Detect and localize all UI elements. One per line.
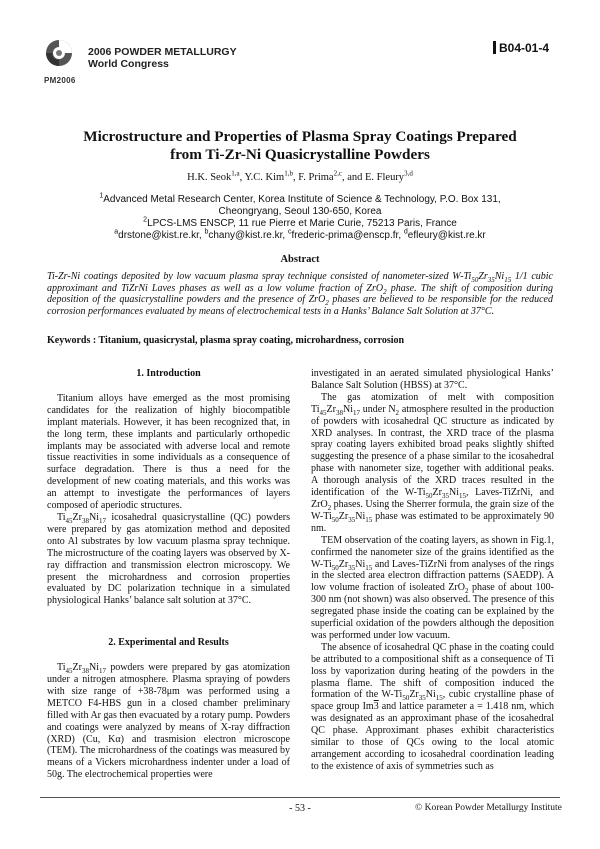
- sub: 15: [365, 563, 373, 572]
- email-d: efleury@kist.re.kr: [407, 230, 486, 241]
- section-heading-experimental: 2. Experimental and Results: [108, 637, 229, 649]
- sub: 35: [441, 492, 449, 501]
- paper-title: [40, 128, 560, 164]
- text-run: icosahedral quasicrystalline (QC) powders were prepared by gas atomization method and deposited onto Al substrates by low vacuum plasma spray technique. The microstructure of the coating layers was observed by X-ray diffraction and transmission electron microscopy. We present the microhardness and corrosion properties evaluated by DC polarization technique in a simulated physiological Hanks’ balance salt solution at 37°C.: [47, 511, 290, 607]
- text-run: phase of about 100-300 nm (not shown) was also observed. The presence of this segregated phase inside the coating can be explained by the superficial oxidation of the powders although the deposition was performed under low vacuum.: [311, 582, 554, 641]
- affil-2-sup: 2: [143, 216, 148, 224]
- sub: 45: [65, 667, 73, 676]
- affil-2-text: LPCS-LMS ENSCP, 11 rue Pierre et Marie Curie, 75213 Paris, France: [147, 218, 457, 229]
- sub: 45: [319, 408, 327, 417]
- email-a-sup: a: [114, 228, 119, 236]
- sub: 2: [464, 587, 469, 596]
- sub: 35: [348, 515, 356, 524]
- email-b: chany@kist.re.kr,: [208, 230, 288, 241]
- author-2-sup: 1,b: [284, 169, 293, 178]
- sub: 50: [425, 492, 433, 501]
- paper-code-label: B04-01-4: [499, 41, 550, 55]
- text-run: Ni: [343, 403, 353, 415]
- affil-1-text: Advanced Metal Research Center, Korea Institute of Science & Technology, P.O. Box 131,: [103, 194, 501, 205]
- author-list: [40, 169, 560, 183]
- author-sep: ,: [239, 172, 245, 183]
- sub: 50: [402, 694, 410, 703]
- sub: 2: [327, 503, 332, 512]
- text-run: Ni: [89, 511, 99, 523]
- sub: 15: [435, 694, 443, 703]
- affil-1-sup: 1: [99, 192, 104, 200]
- keywords: Keywords : Titanium, quasicrystal, plasma spray coating, microhardness, corrosion: [47, 335, 405, 346]
- right-column: [311, 368, 554, 773]
- abstract-body: [47, 271, 553, 317]
- exp-paragraph-1: [47, 662, 290, 781]
- text-run: Zr: [409, 689, 419, 701]
- sub: 2: [395, 408, 400, 417]
- email-d-sup: d: [403, 228, 408, 236]
- abstract-text: Ti-Zr-Ni coatings deposited by low vacuum plasma spray technique consisted of nanometer-sized W-Ti: [47, 271, 472, 282]
- author-2: Y.C. Kim: [244, 172, 285, 183]
- author-and: , and: [341, 172, 365, 183]
- text-run: Ti: [57, 662, 66, 674]
- text-run: phases. Using the Sherrer formula, the grain size of the W-Ti: [311, 498, 554, 522]
- footer-divider: [40, 797, 560, 798]
- text-run: Ni: [89, 662, 99, 674]
- conference-name: [88, 46, 237, 70]
- abstract-text: phases are believed to be responsible for the reduced corrosion performances evaluated by means of electrochemical tests in a Hanks’ Balance Salt Solution at 37°C.: [47, 294, 553, 317]
- author-emails: [40, 230, 560, 242]
- text-run: Zr: [432, 487, 442, 499]
- conference-line-2: World Congress: [88, 58, 169, 70]
- overbar-digit: 3: [373, 701, 379, 713]
- text-run: Ni: [448, 487, 459, 499]
- title-line-1: Microstructure and Properties of Plasma Spray Coatings Prepared: [83, 128, 517, 145]
- page-number: - 53 -: [289, 803, 311, 814]
- text-run: atmosphere resulted in the production of powders with icosahedral QC structure as indicated by XRD analyses. In contrast, the XRD trace of the plasma spray coating layers exhibited broad peaks slightly shifted suggesting the presence of a phase similar to the icosahedral phase with nanometer size, together with additional peaks. A thorough analysis of the XRD traces resulted in the identification of the W-Ti: [311, 403, 554, 499]
- author-3-sup: 2,c: [333, 169, 342, 178]
- sub: 17: [99, 667, 106, 676]
- logo-text: PM2006: [44, 76, 76, 85]
- author-sep: ,: [292, 172, 299, 183]
- conference-line-1: 2006 POWDER METALLURGY: [88, 46, 237, 58]
- sub: 15: [365, 515, 373, 524]
- text-run: Ni: [355, 558, 366, 570]
- left-column: [47, 368, 290, 781]
- author-4: E. Fleury: [364, 172, 405, 183]
- results-paragraph-3: [311, 642, 554, 773]
- sub: 17: [99, 516, 106, 525]
- text-run: and Laves-TiZrNi from analyses of the rings in the slected area electron diffraction patterns (SAEDP). A low volume fraction of isoleated ZrO: [311, 558, 554, 594]
- copyright-notice: © Korean Powder Metallurgy Institute: [415, 803, 562, 813]
- text-run: TEM observation of the coating layers, as shown in Fig.1, confirmed the nanometer size of the grains identified as the W-Ti: [311, 534, 554, 570]
- text-run: under N: [360, 403, 396, 415]
- text-run: Zr: [338, 558, 349, 570]
- results-paragraph-2: [311, 535, 554, 642]
- text-run: phase was estimated to be approximately 90 nm.: [311, 510, 554, 534]
- author-4-sup: 3,d: [404, 169, 413, 178]
- email-a: drstone@kist.re.kr,: [118, 230, 205, 241]
- text-run: The gas atomization of melt with composition Ti: [311, 391, 554, 415]
- abstract-sub: 50: [471, 276, 479, 284]
- section-heading-introduction: 1. Introduction: [136, 368, 201, 379]
- sub: 38: [82, 667, 89, 676]
- intro-paragraph-2: [47, 512, 290, 607]
- sub: 50: [331, 563, 339, 572]
- text-run: Zr: [72, 662, 82, 674]
- text-run: and lattice parameter a = 1.418 nm, which was designated as an approximant phase of the icosahedral QC phase. Approximant phases exhibit characteristics similar to those of QCs owing to the local atomic arrangement according to icosahedral coordination leading to the existence of axis of symmetries such as: [311, 701, 554, 772]
- sub: 50: [331, 515, 339, 524]
- results-paragraph-1: [311, 392, 554, 535]
- abstract-text: Zr: [478, 271, 488, 282]
- text-run: Zr: [326, 403, 336, 415]
- text-run: The absence of icosahedral QC phase in the coating could be attributed to a compositional shift as a consequence of Ti loss by vaporization during heating of the powders in the plasma flame. The shift of composition induced the formation of the W-Ti: [311, 641, 554, 701]
- text-run: Zr: [338, 510, 349, 522]
- text-run: Ti: [57, 511, 66, 523]
- abstract-text: phase. The shift of composition during deposition of the quasicrystalline powders and the presence of ZrO: [47, 282, 553, 306]
- sub: 35: [418, 694, 426, 703]
- text-run: Zr: [72, 511, 82, 523]
- text-run: Ni: [355, 510, 366, 522]
- abstract-sub: 2: [325, 299, 329, 308]
- paper-code: [493, 41, 549, 55]
- email-c: frederic-prima@enscp.fr,: [291, 230, 404, 241]
- sub: 17: [353, 408, 360, 417]
- author-1-sup: 1,a: [231, 169, 240, 178]
- sub: 15: [458, 492, 466, 501]
- affiliations: [40, 194, 560, 242]
- text-run: Ni: [425, 689, 436, 701]
- email-b-sup: b: [204, 228, 209, 236]
- abstract-text: Ni: [494, 271, 505, 282]
- abstract-sub: 2: [383, 287, 387, 296]
- sub: 35: [348, 563, 356, 572]
- abstract-heading: Abstract: [280, 254, 320, 265]
- results-paragraph-0: investigated in an aerated simulated physiological Hanks’ Balance Salt Solution (HBSS) at 37°C.: [311, 368, 554, 391]
- affiliation-1-line-2: Cheongryang, Seoul 130-650, Korea: [218, 206, 382, 217]
- author-1: H.K. Seok: [187, 172, 232, 183]
- sub: 38: [82, 516, 89, 525]
- pm2006-logo-icon: [42, 38, 76, 80]
- title-line-2: from Ti-Zr-Ni Quasicrystalline Powders: [170, 146, 430, 163]
- intro-paragraph-1: Titanium alloys have emerged as the most promising candidates for the realization of highly biocompatible implant materials. However, it has been recognized that, in the long term, these implants and particularly orthopedic implants may be associated with adverse local and remote tissue reactivities in some individuals as a consequence of surface degradation. There is thus a need for the development of new coating materials, and this works was an attempt to investigate the performances of layers composed of aperiodic structures.: [47, 392, 290, 512]
- text-run: , Laves-TiZrNi, and ZrO: [311, 487, 554, 510]
- sub: 45: [65, 516, 73, 525]
- text-run: powders were prepared by gas atomization under a nitrogen atmosphere. Plasma spraying of powders with size range of +38-78μm was performed using a METCO F4-HBS gun in a closed chamber preliminary filled with Ar gas then evacuated by a rotary pump. Powders and coatings were analyzed by means of X-ray diffraction (XRD) (Cu, Kα) and trasmision electron microscope (TEM). The microhardness of the coatings was measured by means of a Vickers microhardness indenter under a load of 50g. The electrochemical properties were: [47, 662, 290, 781]
- author-3: F. Prima: [298, 172, 334, 183]
- abstract-sub: 35: [487, 276, 495, 284]
- abstract-text: 1/1 cubic approximant and TiZrNi Laves phases as well as a low volume fraction of ZrO: [47, 271, 553, 294]
- email-c-sup: c: [287, 228, 292, 236]
- code-bar-icon: [493, 41, 496, 54]
- text-run: , cubic crystalline phase of space group Im: [311, 689, 555, 713]
- affiliation-1: [40, 194, 560, 206]
- abstract-sub: 15: [504, 276, 512, 284]
- sub: 38: [336, 408, 343, 417]
